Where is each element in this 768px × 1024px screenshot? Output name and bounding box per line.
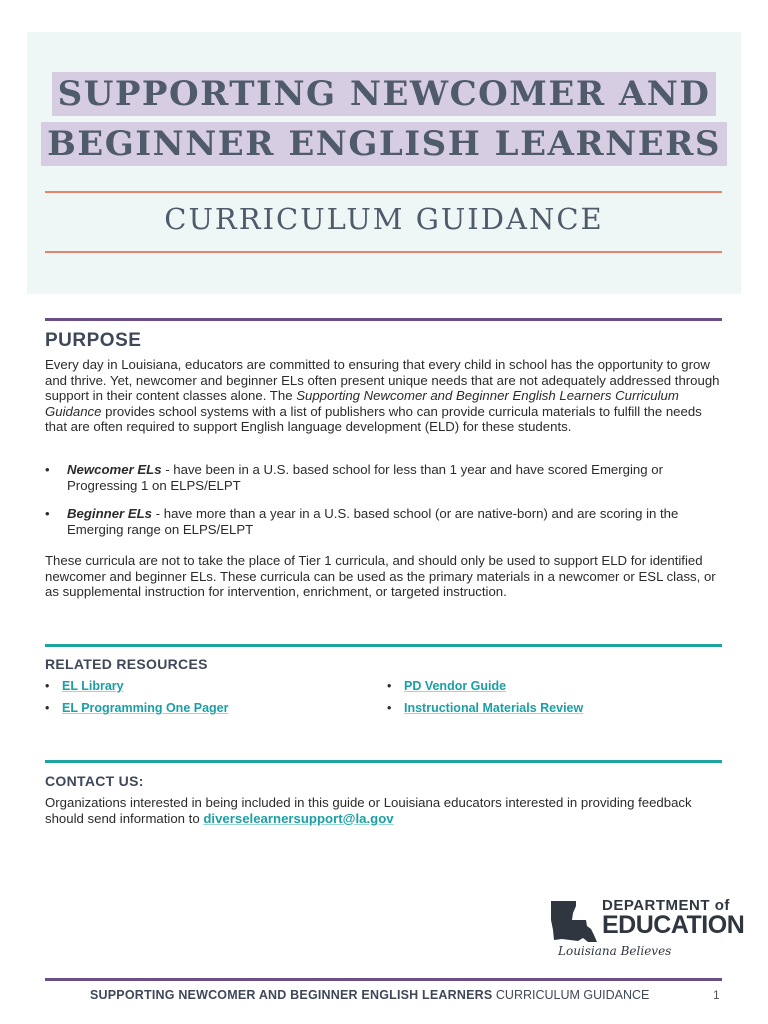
footer-text [90,988,649,1002]
louisiana-state-icon [550,900,598,944]
list-item [45,462,725,493]
el-library-link[interactable]: EL Library [62,679,124,693]
instructional-materials-review-link[interactable]: Instructional Materials Review [404,701,584,715]
purpose-text-a: Every day in Louisiana, educators are committed to ensuring that every child in school has the opportunity to grow and thrive. Yet, newcomer and beginner ELs often present unique needs that are not adequately addressed through support in their content classes alone. The [45,357,720,403]
resources-list-left [45,679,228,723]
list-item [45,679,228,694]
list-item [387,679,583,694]
logo-tagline: Louisiana Believes [558,944,672,958]
bullet-icon: • [387,679,392,693]
purpose-paragraph [45,357,725,435]
definition-term: Newcomer ELs [67,462,162,477]
contact-text: Organizations interested in being included in this guide or Louisiana educators interested in providing feedback should send information to [45,795,692,826]
purpose-rule [45,318,722,321]
logo-education-text: EDUCATION [602,911,745,939]
el-programming-one-pager-link[interactable]: EL Programming One Pager [62,701,229,715]
list-item [387,701,583,716]
pd-vendor-guide-link[interactable]: PD Vendor Guide [404,679,507,693]
purpose-heading: PURPOSE [45,330,142,351]
document-subtitle: CURRICULUM GUIDANCE [164,202,604,236]
title-line-1: SUPPORTING NEWCOMER AND [52,72,717,116]
footer-title: SUPPORTING NEWCOMER AND BEGINNER ENGLISH LEARNERS [90,988,493,1002]
resources-list-right [387,679,583,723]
list-item [45,506,725,537]
bullet-icon: • [45,506,50,521]
bullet-icon: • [387,701,392,715]
department-of-education-logo [550,897,745,959]
list-item [45,701,228,716]
bullet-icon: • [45,701,50,715]
definition-text: - have been in a U.S. based school for less than 1 year and have scored Emerging or Progressing 1 on ELPS/ELPT [67,462,663,493]
title-line-2: BEGINNER ENGLISH LEARNERS [41,122,727,166]
bullet-icon: • [45,462,50,477]
definition-term: Beginner ELs [67,506,153,521]
el-definitions-list [45,462,725,550]
document-title [0,72,768,172]
footer-subtitle: CURRICULUM GUIDANCE [492,988,650,1002]
footer-rule [45,978,722,981]
guide-title-italic: Supporting Newcomer and Beginner English Learners Curriculum Guidance [45,388,679,419]
purpose-text-b: provides school systems with a list of publishers who can provide curricula materials to fulfill the needs that are often required to support English language development (ELD) for these students. [45,403,702,434]
resources-rule [45,644,722,647]
contact-paragraph [45,795,725,826]
contact-rule [45,760,722,763]
bullet-icon: • [45,679,50,693]
page-number: 1 [713,988,720,1002]
contact-heading: CONTACT US: [45,773,144,789]
logo-department-text: DEPARTMENT of [602,897,730,914]
title-divider-top [45,191,722,193]
usage-paragraph: These curricula are not to take the place of Tier 1 curricula, and should only be used to support ELD for identified newcomer and beginner ELs. These curricula can be used as the primary materials in a newcomer or ESL class, or as supplemental instruction for intervention, enrichment, or targeted instruction. [45,553,716,599]
contact-email-link[interactable]: diverselearnersupport@la.gov [203,810,394,826]
resources-heading: RELATED RESOURCES [45,656,208,672]
definition-text: - have more than a year in a U.S. based school (or are native-born) and are scoring in the Emerging range on ELPS/ELPT [67,506,679,537]
title-divider-bottom [45,251,722,253]
